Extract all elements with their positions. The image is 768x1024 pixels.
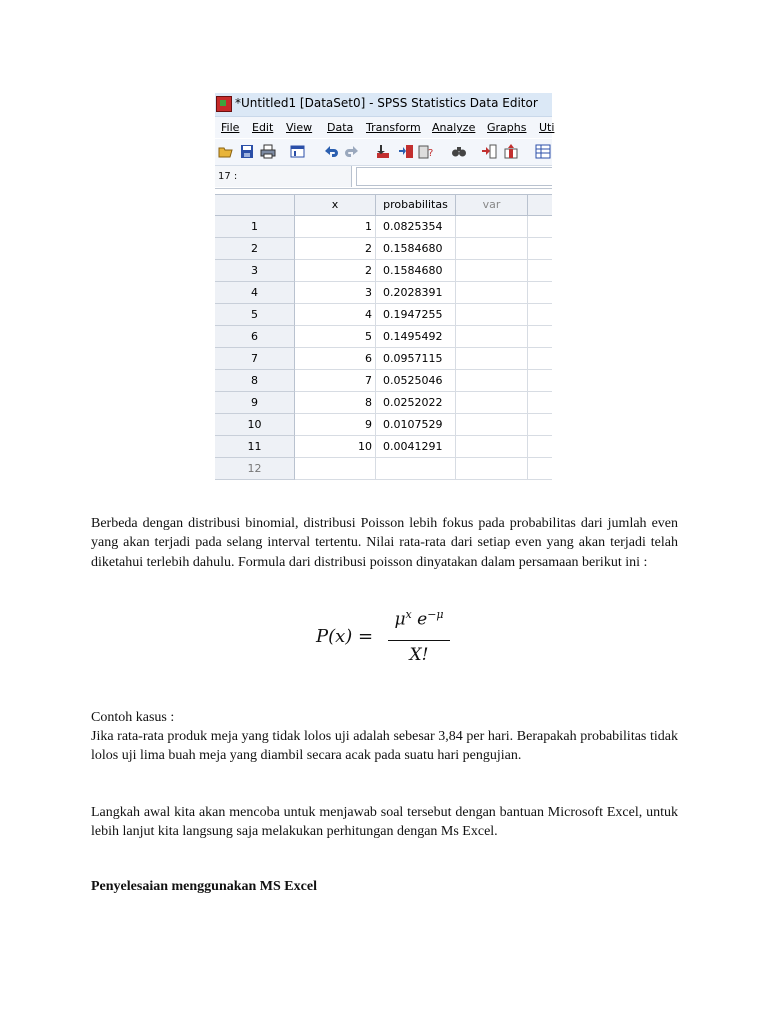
goto-variable-icon[interactable] (398, 144, 414, 159)
save-icon[interactable] (239, 144, 255, 159)
variables-icon[interactable] (418, 144, 434, 159)
row-number[interactable]: 8 (215, 370, 295, 392)
cell-probabilitas[interactable]: 0.0041291 (376, 436, 456, 458)
spss-app-icon (216, 96, 232, 112)
section-heading: Penyelesaian menggunakan MS Excel (91, 879, 317, 894)
menu-edit[interactable]: Edit (252, 121, 274, 134)
cell-value-input[interactable] (356, 167, 552, 186)
cell-probabilitas[interactable]: 0.2028391 (376, 282, 456, 304)
paragraph-poisson-intro: Berbeda dengan distribusi binomial, distribusi Poisson lebih fokus pada probabilitas dari jumlah even yang akan terjadi pada selang interval tertentu. Nilai rata-rata dari setiap even yang akan terjadi telah diketahui terlebih dahulu. Formula dari distribusi poisson dinyatakan dalam persamaan berikut ini : (91, 516, 678, 570)
cell-empty[interactable] (528, 392, 552, 414)
table-row (215, 436, 552, 458)
column-header-var[interactable]: var (456, 194, 528, 216)
column-header-empty[interactable] (528, 194, 552, 216)
cell-probabilitas[interactable]: 0.0525046 (376, 370, 456, 392)
table-row (215, 282, 552, 304)
table-row (215, 238, 552, 260)
cell-empty[interactable] (528, 282, 552, 304)
cell-probabilitas[interactable]: 0.1584680 (376, 260, 456, 282)
menu-data[interactable]: Data (327, 121, 354, 134)
row-number[interactable]: 5 (215, 304, 295, 326)
formula-exp-mu: −μ (427, 608, 444, 621)
cell-x[interactable]: 2 (295, 238, 376, 260)
row-number[interactable]: 2 (215, 238, 295, 260)
cell-reference: 17 : (215, 166, 352, 187)
cell-editor-bar (215, 166, 552, 189)
cell-empty[interactable] (528, 260, 552, 282)
cell-var[interactable] (456, 304, 528, 326)
cell-var[interactable] (456, 326, 528, 348)
title-bar (215, 93, 552, 117)
row-number[interactable]: 6 (215, 326, 295, 348)
menu-utilities[interactable]: Uti (539, 121, 555, 134)
cell-x[interactable]: 1 (295, 216, 376, 238)
menu-graphs[interactable]: Graphs (487, 121, 527, 134)
formula-fraction-bar (388, 640, 450, 641)
cell-x[interactable]: 10 (295, 436, 376, 458)
formula-denominator: X! (409, 645, 429, 665)
dialog-recall-icon[interactable] (290, 144, 306, 159)
table-row (215, 392, 552, 414)
menu-file[interactable]: File (221, 121, 240, 134)
row-number[interactable]: 11 (215, 436, 295, 458)
table-row (215, 348, 552, 370)
cell-probabilitas[interactable]: 0.0957115 (376, 348, 456, 370)
cell-empty[interactable] (528, 326, 552, 348)
undo-icon[interactable] (323, 144, 339, 159)
cell-var[interactable] (456, 216, 528, 238)
cell-x[interactable]: 6 (295, 348, 376, 370)
goto-case-icon[interactable] (375, 144, 391, 159)
table-row (215, 326, 552, 348)
cell-empty[interactable] (528, 238, 552, 260)
formula-mu: μ (394, 609, 406, 630)
cell-x[interactable]: 7 (295, 370, 376, 392)
cell-empty[interactable] (528, 348, 552, 370)
find-icon[interactable] (451, 144, 467, 159)
cell-x[interactable]: 4 (295, 304, 376, 326)
svg-text:?: ? (428, 148, 434, 159)
cell-x[interactable]: 9 (295, 414, 376, 436)
insert-cases-icon[interactable] (481, 144, 497, 159)
row-number[interactable]: 9 (215, 392, 295, 414)
formula-exp-x: x (405, 608, 412, 621)
column-header-probabilitas[interactable]: probabilitas (376, 194, 456, 216)
cell-probabilitas[interactable]: 0.1947255 (376, 304, 456, 326)
row-number[interactable]: 4 (215, 282, 295, 304)
toolbar (215, 139, 552, 166)
spss-screenshot (215, 93, 555, 482)
cell-empty[interactable] (528, 370, 552, 392)
cell-probabilitas[interactable]: 0.1495492 (376, 326, 456, 348)
split-file-icon[interactable] (535, 144, 551, 159)
cell-probabilitas[interactable]: 0.1584680 (376, 238, 456, 260)
table-row (215, 260, 552, 282)
cell-empty[interactable] (528, 414, 552, 436)
row-number[interactable]: 7 (215, 348, 295, 370)
column-header-x[interactable]: x (295, 194, 376, 216)
window-title: *Untitled1 [DataSet0] - SPSS Statistics Data Editor (235, 96, 538, 110)
table-row (215, 414, 552, 436)
cell-var[interactable] (456, 436, 528, 458)
row-number[interactable]: 10 (215, 414, 295, 436)
formula-numerator (388, 608, 450, 630)
menu-transform[interactable]: Transform (366, 121, 421, 134)
cell-x[interactable]: 5 (295, 326, 376, 348)
cell-empty[interactable] (528, 304, 552, 326)
cell-x[interactable]: 8 (295, 392, 376, 414)
menu-bar (215, 117, 555, 138)
cell-probabilitas[interactable]: 0.0252022 (376, 392, 456, 414)
menu-analyze[interactable]: Analyze (432, 121, 476, 134)
cell-empty[interactable] (528, 436, 552, 458)
cell-empty[interactable] (528, 216, 552, 238)
cell-var[interactable] (456, 370, 528, 392)
formula-lhs: P(x) = (316, 626, 374, 647)
print-icon[interactable] (260, 144, 276, 159)
cell-probabilitas[interactable]: 0.0825354 (376, 216, 456, 238)
menu-view[interactable]: View (286, 121, 313, 134)
open-folder-icon[interactable] (218, 144, 234, 159)
table-row (215, 458, 552, 480)
poisson-formula (316, 608, 456, 672)
table-row (215, 304, 552, 326)
corner-header (215, 194, 295, 216)
row-number[interactable]: 1 (215, 216, 295, 238)
cell-x[interactable]: 2 (295, 260, 376, 282)
formula-e: e (417, 609, 428, 630)
table-row (215, 216, 552, 238)
cell-var[interactable] (456, 260, 528, 282)
cell-probabilitas[interactable] (376, 458, 456, 480)
paragraph-excel-steps: Langkah awal kita akan mencoba untuk menjawab soal tersebut dengan bantuan Microsoft Excel, untuk lebih lanjut kita langsung saja melakukan perhitungan dengan Ms Excel. (91, 805, 678, 840)
insert-variable-icon[interactable] (503, 144, 519, 159)
case-text: Jika rata-rata produk meja yang tidak lolos uji adalah sebesar 3,84 per hari. Berapakah probabilitas tidak lolos uji lima buah meja yang diambil secara acak pada suatu hari pengujian. (91, 729, 678, 764)
table-row (215, 370, 552, 392)
cell-x[interactable] (295, 458, 376, 480)
cell-empty[interactable] (528, 458, 552, 480)
cell-var[interactable] (456, 392, 528, 414)
row-number[interactable]: 3 (215, 260, 295, 282)
cell-var[interactable] (456, 458, 528, 480)
cell-probabilitas[interactable]: 0.0107529 (376, 414, 456, 436)
row-number[interactable]: 12 (215, 458, 295, 480)
cell-var[interactable] (456, 238, 528, 260)
cell-x[interactable]: 3 (295, 282, 376, 304)
cell-var[interactable] (456, 348, 528, 370)
redo-icon[interactable] (344, 144, 360, 159)
cell-var[interactable] (456, 282, 528, 304)
case-label: Contoh kasus : (91, 710, 175, 725)
cell-var[interactable] (456, 414, 528, 436)
